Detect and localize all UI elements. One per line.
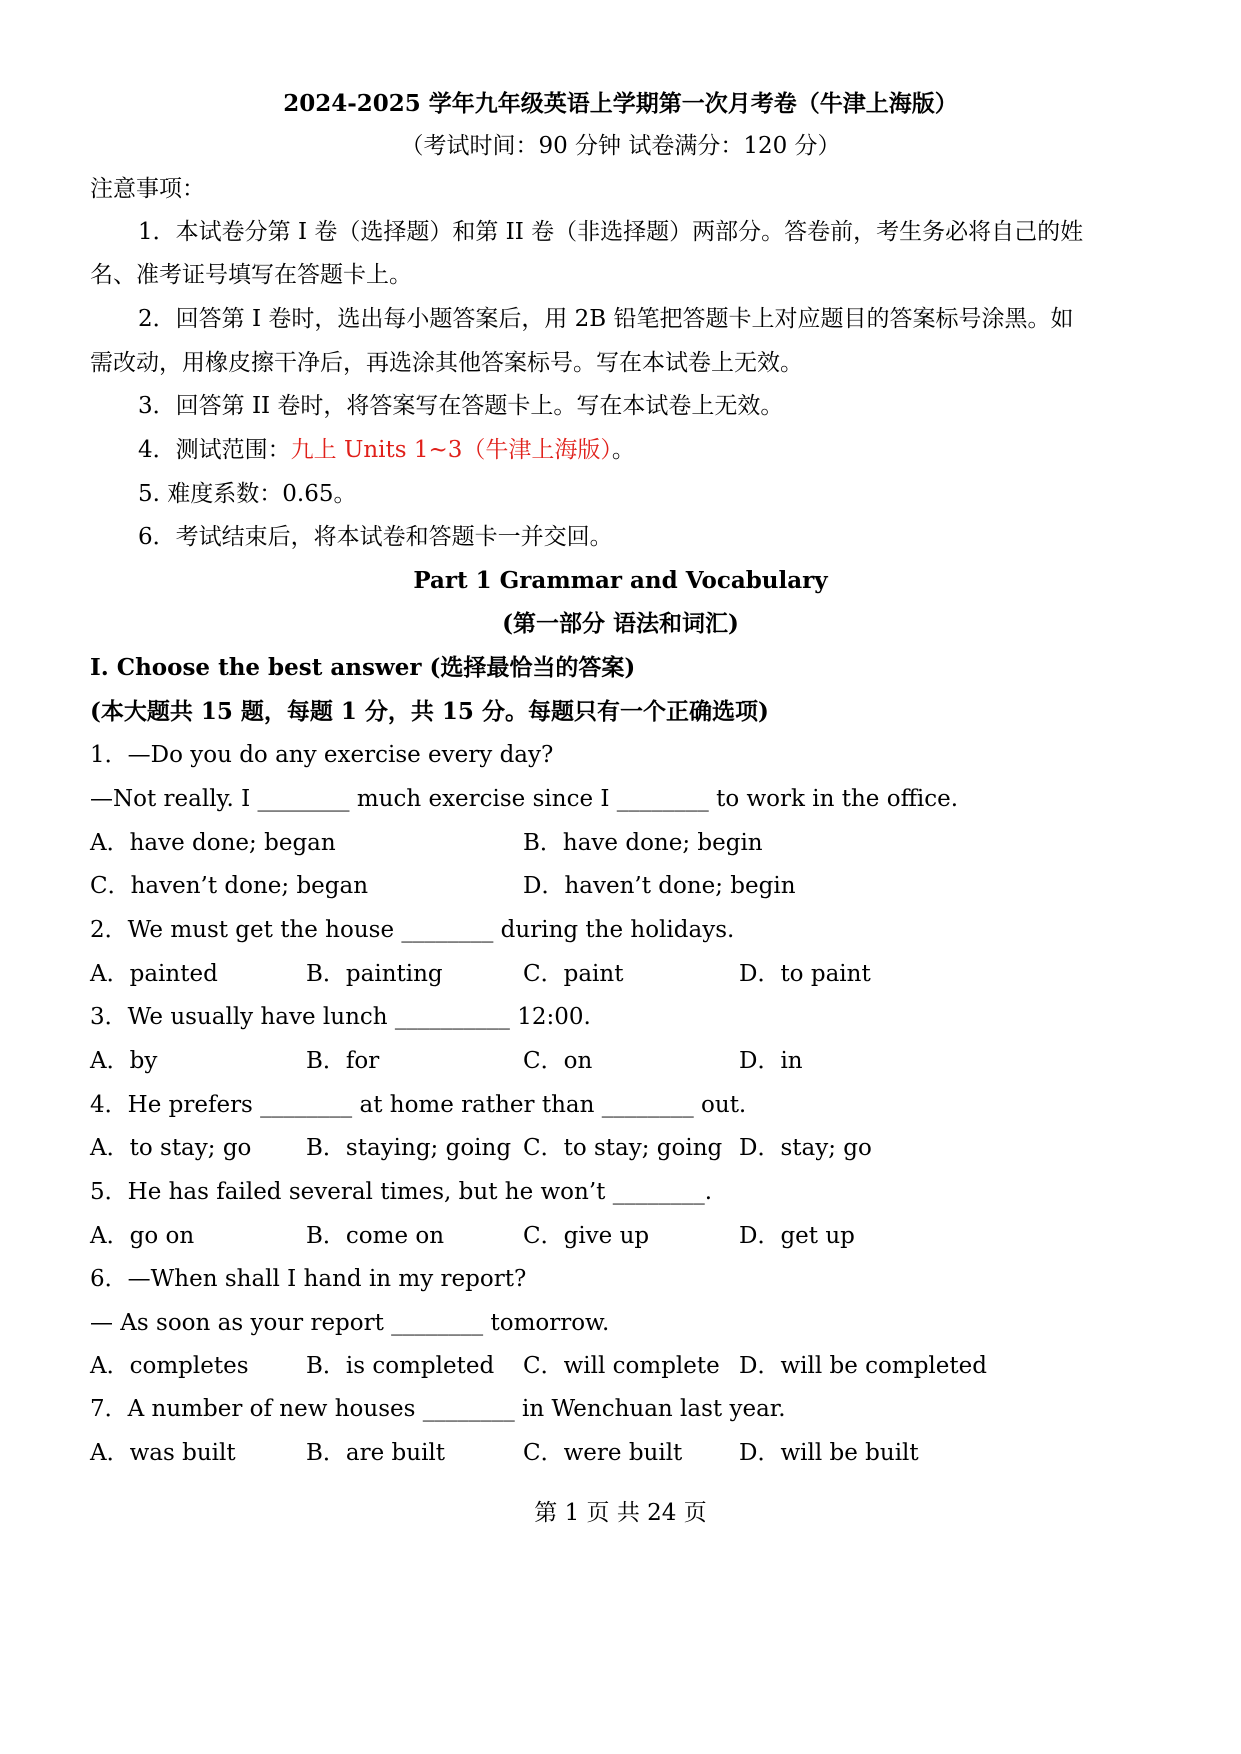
section-title: I. Choose the best answer (选择最恰当的答案) bbox=[90, 654, 636, 681]
question-stem: 6．—When shall I hand in my report? bbox=[90, 1266, 527, 1292]
option-c[interactable]: C．haven’t done; began bbox=[90, 873, 369, 899]
option-a[interactable]: A．completes bbox=[90, 1353, 249, 1379]
question-stem-2: —Not really. I ________ much exercise since I ________ to work in the office. bbox=[90, 786, 959, 812]
option-c[interactable]: C．on bbox=[523, 1048, 593, 1074]
option-b[interactable]: B．have done; begin bbox=[523, 830, 763, 856]
option-a[interactable]: A．was built bbox=[90, 1440, 236, 1466]
option-c[interactable]: C．give up bbox=[523, 1223, 650, 1249]
part-subtitle: (第一部分 语法和词汇) bbox=[502, 610, 739, 637]
notice-2b: 需改动，用橡皮擦干净后，再选涂其他答案标号。写在本试卷上无效。 bbox=[90, 350, 803, 376]
option-c[interactable]: C．were built bbox=[523, 1440, 683, 1466]
option-d[interactable]: D．will be built bbox=[739, 1440, 919, 1466]
option-b[interactable]: B．are built bbox=[306, 1440, 446, 1466]
notice-heading: 注意事项： bbox=[90, 176, 205, 202]
question-stem: 1．—Do you do any exercise every day? bbox=[90, 742, 554, 768]
option-a[interactable]: A．have done; began bbox=[90, 830, 336, 856]
section-note: (本大题共 15 题，每题 1 分，共 15 分。每题只有一个正确选项) bbox=[90, 698, 769, 725]
notice-1b: 名、准考证号填写在答题卡上。 bbox=[90, 262, 412, 288]
option-c[interactable]: C．to stay; going bbox=[523, 1135, 723, 1161]
page-footer: 第 1 页 共 24 页 bbox=[534, 1500, 707, 1526]
question-stem: 2．We must get the house ________ during the holidays. bbox=[90, 917, 735, 943]
notice-2a: 2．回答第 I 卷时，选出每小题答案后，用 2B 铅笔把答题卡上对应题目的答案标号涂黑。如 bbox=[138, 306, 1074, 332]
test-range: 九上 Units 1~3（牛津上海版） bbox=[290, 437, 612, 463]
notice-4 bbox=[138, 434, 1151, 466]
question-stem: 3．We usually have lunch __________ 12:00. bbox=[90, 1004, 591, 1030]
option-d[interactable]: D．haven’t done; begin bbox=[523, 873, 796, 899]
notice-1a: 1．本试卷分第 I 卷（选择题）和第 II 卷（非选择题）两部分。答卷前，考生务必将自己的姓 bbox=[138, 219, 1084, 245]
question-stem-2: — As soon as your report ________ tomorrow. bbox=[90, 1310, 610, 1336]
question-stem: 5．He has failed several times, but he won’t ________. bbox=[90, 1179, 713, 1205]
notice-4-suffix: 。 bbox=[611, 437, 635, 463]
option-d[interactable]: D．will be completed bbox=[739, 1353, 987, 1379]
notice-6: 6．考试结束后，将本试卷和答题卡一并交回。 bbox=[138, 524, 613, 550]
notice-4-prefix: 4．测试范围： bbox=[138, 437, 291, 463]
option-c[interactable]: C．will complete bbox=[523, 1353, 720, 1379]
option-b[interactable]: B．come on bbox=[306, 1223, 445, 1249]
exam-info: （考试时间：90 分钟 试卷满分：120 分） bbox=[400, 133, 841, 159]
part-title: Part 1 Grammar and Vocabulary bbox=[413, 567, 828, 594]
option-a[interactable]: A．go on bbox=[90, 1223, 195, 1249]
option-a[interactable]: A．to stay; go bbox=[90, 1135, 252, 1161]
option-d[interactable]: D．in bbox=[739, 1048, 803, 1074]
option-d[interactable]: D．to paint bbox=[739, 961, 871, 987]
option-b[interactable]: B．painting bbox=[306, 961, 443, 987]
page-title: 2024-2025 学年九年级英语上学期第一次月考卷（牛津上海版） bbox=[283, 90, 958, 117]
question-stem: 4．He prefers ________ at home rather than ________ out. bbox=[90, 1092, 747, 1118]
question-stem: 7．A number of new houses ________ in Wenchuan last year. bbox=[90, 1396, 786, 1422]
option-b[interactable]: B．is completed bbox=[306, 1353, 495, 1379]
option-d[interactable]: D．get up bbox=[739, 1223, 855, 1249]
option-a[interactable]: A．by bbox=[90, 1048, 158, 1074]
notice-3: 3．回答第 II 卷时，将答案写在答题卡上。写在本试卷上无效。 bbox=[138, 393, 784, 419]
notice-5: 5. 难度系数：0.65。 bbox=[138, 481, 357, 507]
option-b[interactable]: B．staying; going bbox=[306, 1135, 512, 1161]
option-b[interactable]: B．for bbox=[306, 1048, 380, 1074]
option-d[interactable]: D．stay; go bbox=[739, 1135, 872, 1161]
option-a[interactable]: A．painted bbox=[90, 961, 218, 987]
option-c[interactable]: C．paint bbox=[523, 961, 624, 987]
